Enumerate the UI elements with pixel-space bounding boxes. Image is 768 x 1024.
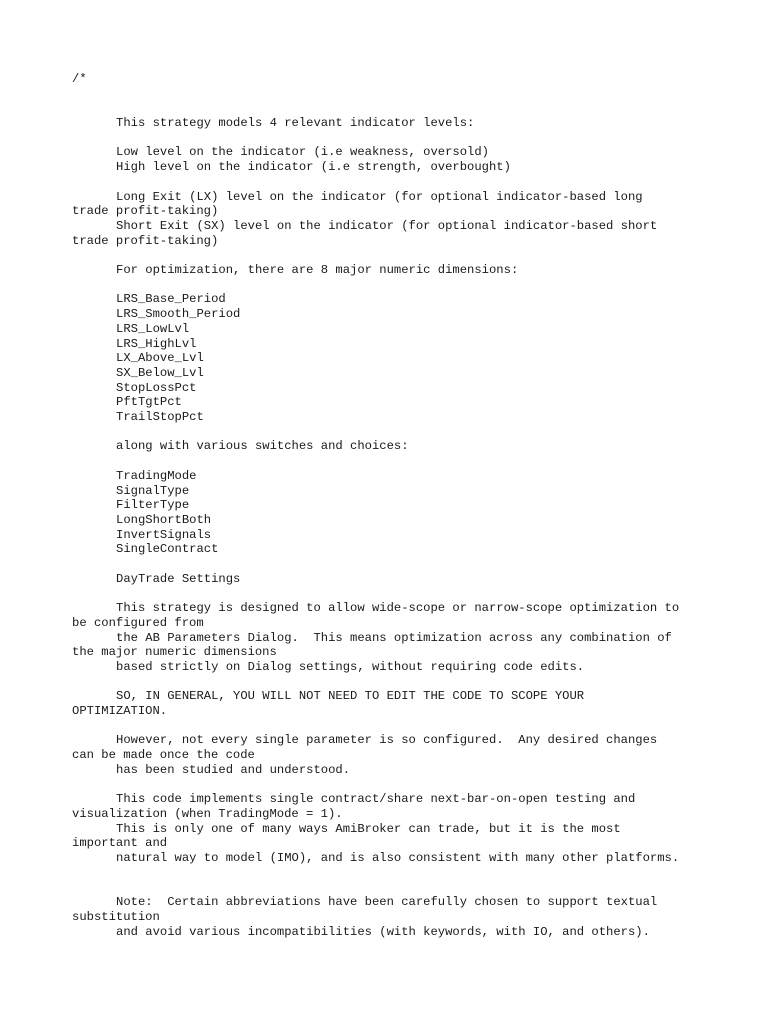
blank-line bbox=[72, 87, 712, 102]
blank-line bbox=[72, 719, 712, 734]
blank-line bbox=[72, 131, 712, 146]
blank-line bbox=[72, 101, 712, 116]
text-line: Long Exit (LX) level on the indicator (for optional indicator-based long bbox=[116, 189, 643, 204]
text-line: LRS_LowLvl bbox=[116, 321, 190, 336]
text-line: For optimization, there are 8 major numeric dimensions: bbox=[116, 263, 519, 278]
text-line: substitution bbox=[72, 909, 160, 924]
text-line: SO, IN GENERAL, YOU WILL NOT NEED TO EDIT THE CODE TO SCOPE YOUR bbox=[116, 689, 585, 704]
text-line: visualization (when TradingMode = 1). bbox=[72, 806, 343, 821]
text-line: However, not every single parameter is so configured. Any desired changes bbox=[116, 733, 658, 748]
blank-line bbox=[72, 778, 712, 793]
text-line: InvertSignals bbox=[116, 527, 212, 542]
text-line: LRS_HighLvl bbox=[116, 336, 197, 351]
text-line: DayTrade Settings bbox=[116, 571, 241, 586]
blank-line bbox=[72, 557, 712, 572]
text-line: PftTgtPct bbox=[116, 395, 182, 410]
text-line: LRS_Smooth_Period bbox=[116, 307, 241, 322]
text-line: be configured from bbox=[72, 615, 204, 630]
text-line: and avoid various incompatibilities (with keywords, with IO, and others). bbox=[116, 924, 650, 939]
text-line: trade profit-taking) bbox=[72, 204, 219, 219]
blank-line bbox=[72, 175, 712, 190]
text-line: SX_Below_Lvl bbox=[116, 365, 204, 380]
text-line: Low level on the indicator (i.e weakness, oversold) bbox=[116, 145, 489, 160]
text-line: has been studied and understood. bbox=[116, 762, 351, 777]
text-line: LRS_Base_Period bbox=[116, 292, 226, 307]
text-line: important and bbox=[72, 836, 168, 851]
text-line: /* bbox=[72, 72, 87, 86]
text-line: High level on the indicator (i.e strength, overbought) bbox=[116, 160, 511, 175]
text-line: can be made once the code bbox=[72, 748, 255, 763]
blank-line bbox=[72, 248, 712, 263]
text-line: This strategy models 4 relevant indicator levels: bbox=[116, 116, 475, 131]
text-line: trade profit-taking) bbox=[72, 233, 219, 248]
text-line: natural way to model (IMO), and is also consistent with many other platforms. bbox=[116, 851, 680, 866]
text-line: FilterType bbox=[116, 498, 190, 513]
text-line: SingleContract bbox=[116, 542, 219, 557]
blank-line bbox=[72, 675, 712, 690]
blank-line bbox=[72, 866, 712, 881]
text-line: Short Exit (SX) level on the indicator (for optional indicator-based short bbox=[116, 218, 658, 233]
text-line: based strictly on Dialog settings, without requiring code edits. bbox=[116, 659, 585, 674]
text-line: TrailStopPct bbox=[116, 410, 204, 425]
code-comment-block bbox=[72, 72, 712, 939]
text-line: LX_Above_Lvl bbox=[116, 351, 204, 366]
text-line: LongShortBoth bbox=[116, 512, 212, 527]
text-line: SignalType bbox=[116, 483, 190, 498]
text-line: along with various switches and choices: bbox=[116, 439, 409, 454]
text-line: OPTIMIZATION. bbox=[72, 704, 168, 719]
text-line: This code implements single contract/share next-bar-on-open testing and bbox=[116, 792, 636, 807]
text-line: the major numeric dimensions bbox=[72, 645, 277, 660]
text-line: TradingMode bbox=[116, 468, 197, 483]
text-line: This is only one of many ways AmiBroker can trade, but it is the most bbox=[116, 821, 621, 836]
text-line: This strategy is designed to allow wide-scope or narrow-scope optimization to bbox=[116, 601, 680, 616]
blank-line bbox=[72, 454, 712, 469]
blank-line bbox=[72, 880, 712, 895]
text-line: the AB Parameters Dialog. This means optimization across any combination of bbox=[116, 630, 672, 645]
text-line: Note: Certain abbreviations have been carefully chosen to support textual bbox=[116, 895, 658, 910]
blank-line bbox=[72, 278, 712, 293]
text-line: StopLossPct bbox=[116, 380, 197, 395]
blank-line bbox=[72, 425, 712, 440]
blank-line bbox=[72, 586, 712, 601]
